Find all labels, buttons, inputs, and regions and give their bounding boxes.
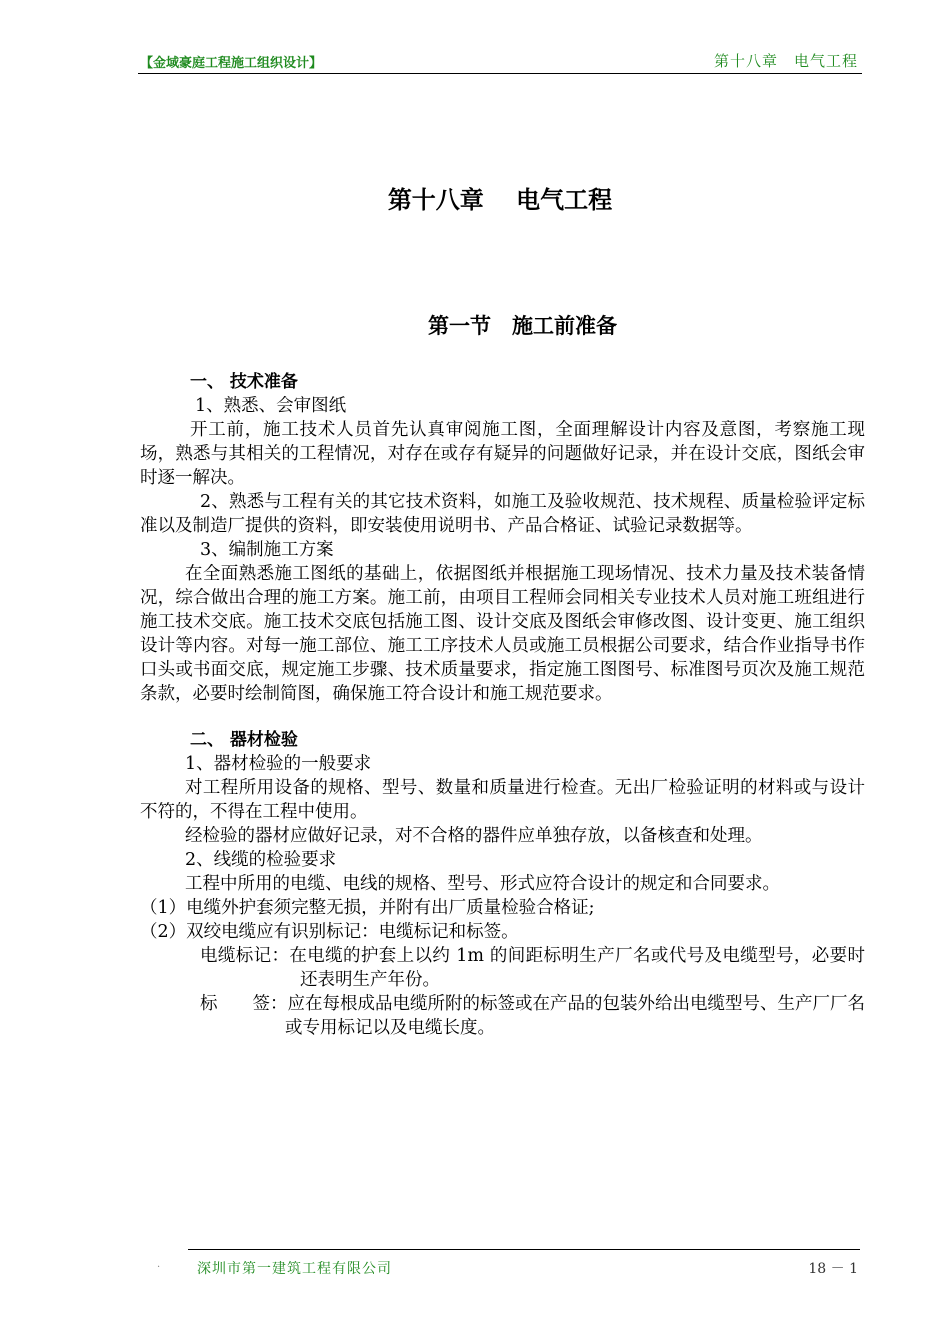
paragraph: 对工程所用设备的规格、型号、数量和质量进行检查。无出厂检验证明的材料或与设计不符的，不得在工程中使用。 xyxy=(140,778,865,822)
list-item: （1）电缆外护套须完整无损，并附有出厂质量检验合格证; xyxy=(140,898,595,918)
definition-label: 标 签：应在每根成品电缆所附的标签或在产品的包装外给出电缆型号、生产厂厂名或专用标记以及电缆长度。 xyxy=(200,994,865,1038)
paragraph: 经检验的器材应做好记录，对不合格的器件应单独存放，以备核查和处理。 xyxy=(185,826,763,846)
heading-material-inspection: 二、 器材检验 xyxy=(190,730,298,750)
chapter-title: 第十八章 电气工程 xyxy=(387,186,613,214)
paragraph: 2、熟悉与工程有关的其它技术资料，如施工及验收规范、技术规程、质量检验评定标准以及制造厂提供的资料，即安装使用说明书、产品合格证、试验记录数据等。 xyxy=(140,492,865,536)
definition-cable-marking: 电缆标记：在电缆的护套上以约 1m 的间距标明生产厂名或代号及电缆型号，必要时还表明生产年份。 xyxy=(200,946,865,990)
heading-technical-preparation: 一、 技术准备 xyxy=(190,372,298,392)
header-chapter-label: 第十八章 电气工程 xyxy=(713,52,858,70)
paragraph: 开工前，施工技术人员首先认真审阅施工图，全面理解设计内容及意图，考察施工现场，熟悉与其相关的工程情况，对存在或存有疑异的问题做好记录，并在设计交底，图纸会审时逐一解决。 xyxy=(140,420,865,488)
page-number: 18 － 1 xyxy=(808,1261,858,1277)
item-general-requirements: 1、器材检验的一般要求 xyxy=(185,754,372,774)
document-body xyxy=(140,370,865,1040)
footer-divider xyxy=(188,1249,860,1250)
list-item: （2）双绞电缆应有识别标记：电缆标记和标签。 xyxy=(140,922,519,942)
item-review-drawings: 1、熟悉、会审图纸 xyxy=(195,396,347,416)
section-title: 第一节 施工前准备 xyxy=(428,314,617,338)
paragraph: 工程中所用的电缆、电线的规格、型号、形式应符合设计的规定和合同要求。 xyxy=(185,874,780,894)
header-divider xyxy=(138,73,862,74)
item-cable-requirements: 2、线缆的检验要求 xyxy=(185,850,337,870)
footer-mark: · xyxy=(157,1262,161,1273)
header-document-title: 【金域豪庭工程施工组织设计】 xyxy=(140,56,323,71)
item-construction-plan: 3、编制施工方案 xyxy=(200,540,334,560)
paragraph: 在全面熟悉施工图纸的基础上，依据图纸并根据施工现场情况、技术力量及技术装备情况，综合做出合理的施工方案。施工前，由项目工程师会同相关专业技术人员对施工班组进行施工技术交底。施工技术交底包括施工图、设计交底及图纸会审修改图、设计变更、施工组织设计等内容。对每一施工部位、施工工序技术人员或施工员根据公司要求，结合作业指导书作口头或书面交底，规定施工步骤、技术质量要求，指定施工图图号、标准图号页次及施工规范条款，必要时绘制简图，确保施工符合设计和施工规范要求。 xyxy=(140,564,865,704)
footer-company-name: 深圳市第一建筑工程有限公司 xyxy=(197,1261,392,1277)
